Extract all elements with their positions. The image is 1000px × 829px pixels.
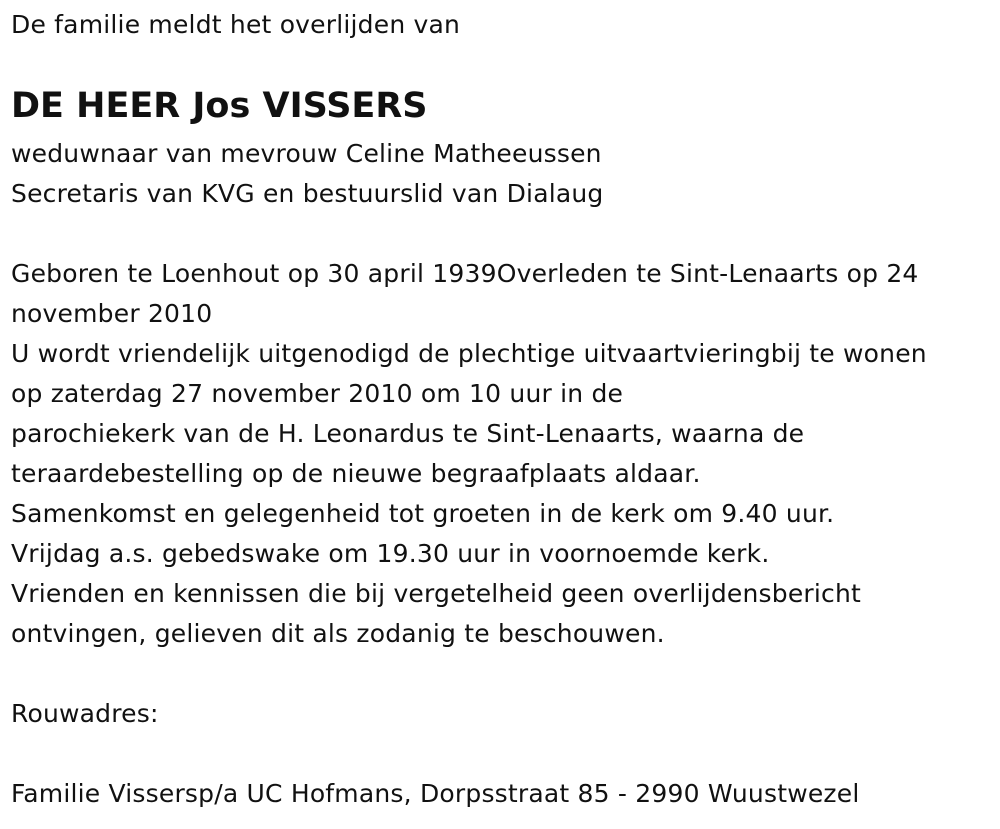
body-line: U wordt vriendelijk uitgenodigd de plechtige uitvaartvieringbij te wonen: [11, 339, 927, 368]
body-line: parochiekerk van de H. Leonardus te Sint-Lenaarts, waarna de: [11, 419, 805, 448]
body-line: Vrienden en kennissen die bij vergetelheid geen overlijdensbericht: [11, 579, 862, 608]
body-line: op zaterdag 27 november 2010 om 10 uur in de: [11, 379, 624, 408]
address-label: Rouwadres:: [11, 699, 159, 728]
subtitle-line: weduwnaar van mevrouw Celine Matheeussen: [11, 139, 602, 168]
body-line: Samenkomst en gelegenheid tot groeten in de kerk om 9.40 uur.: [11, 499, 835, 528]
body-line: ontvingen, gelieven dit als zodanig te beschouwen.: [11, 619, 665, 648]
body-line: Geboren te Loenhout op 30 april 1939Overleden te Sint-Lenaarts op 24: [11, 259, 919, 288]
body-line: Vrijdag a.s. gebedswake om 19.30 uur in voornoemde kerk.: [11, 539, 770, 568]
mourning-address: Familie Vissersp/a UC Hofmans, Dorpsstraat 85 - 2990 Wuustwezel: [11, 779, 860, 808]
intro-text: De familie meldt het overlijden van: [11, 10, 461, 39]
deceased-name: DE HEER Jos VISSERS: [11, 86, 428, 126]
body-line: teraardebestelling op de nieuwe begraafplaats aldaar.: [11, 459, 701, 488]
body-line: november 2010: [11, 299, 213, 328]
subtitle-line: Secretaris van KVG en bestuurslid van Dialaug: [11, 179, 604, 208]
